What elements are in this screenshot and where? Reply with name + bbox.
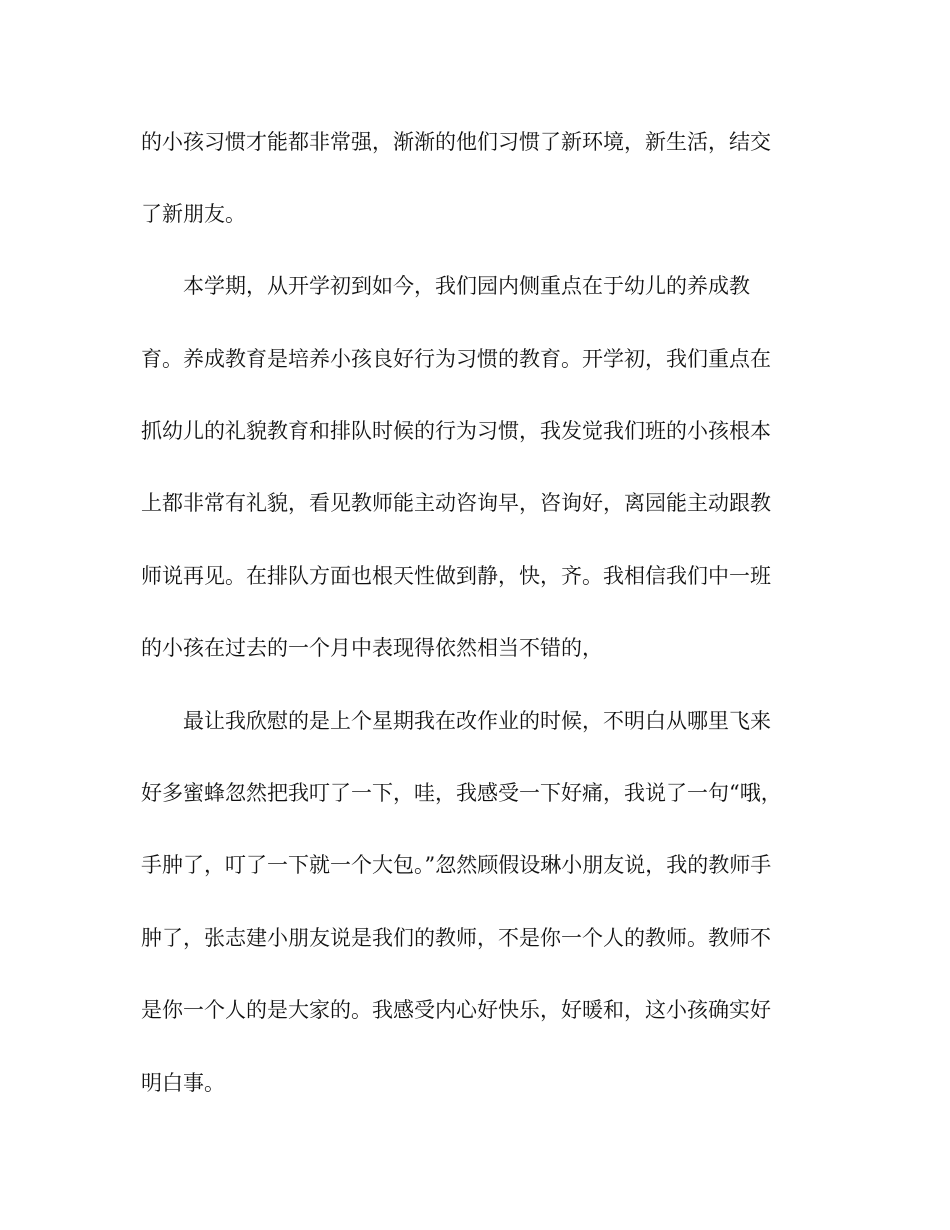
- paragraph-line: 育。养成教育是培养小孩良好行为习惯的教育。开学初，我们重点在: [141, 347, 771, 371]
- paragraph-line: 的小孩习惯才能都非常强，渐渐的他们习惯了新环境，新生活，结交: [141, 130, 771, 154]
- paragraph-line: 是你一个人的是大家的。我感受内心好快乐，好暖和，这小孩确实好: [141, 998, 771, 1022]
- paragraph-line: 了新朋友。: [141, 202, 246, 226]
- paragraph-line: 上都非常有礼貌，看见教师能主动咨询早，咨询好，离园能主动跟教: [141, 491, 771, 515]
- paragraph-line: 肿了，张志建小朋友说是我们的教师，不是你一个人的教师。教师不: [141, 926, 771, 950]
- paragraph-line: 的小孩在过去的一个月中表现得依然相当不错的，: [141, 636, 603, 660]
- paragraph-line: 师说再见。在排队方面也根天性做到静，快，齐。我相信我们中一班: [141, 564, 771, 588]
- paragraph-line: 最让我欣慰的是上个星期我在改作业的时候，不明白从哪里飞来: [183, 709, 771, 733]
- paragraph-line: 明白事。: [141, 1071, 225, 1095]
- paragraph-line: 好多蜜蜂忽然把我叮了一下，哇，我感受一下好痛，我说了一句“哦，: [141, 781, 782, 805]
- paragraph-line: 手肿了，叮了一下就一个大包。”忽然顾假设琳小朋友说，我的教师手: [141, 853, 772, 877]
- paragraph-line: 本学期，从开学初到如今，我们园内侧重点在于幼儿的养成教: [183, 274, 750, 298]
- paragraph-line: 抓幼儿的礼貌教育和排队时候的行为习惯，我发觉我们班的小孩根本: [141, 419, 771, 443]
